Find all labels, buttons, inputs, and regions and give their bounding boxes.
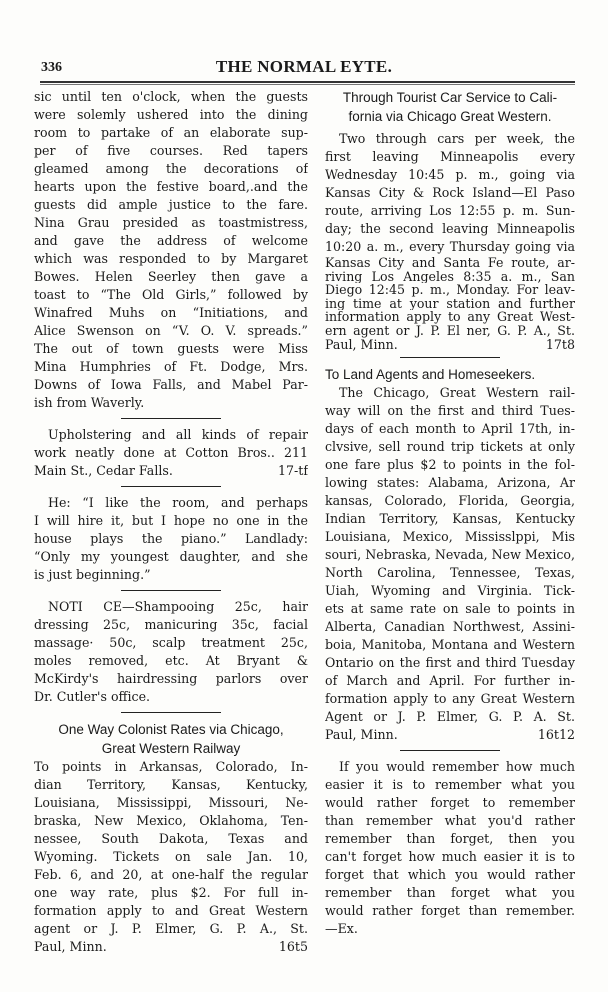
text-line: Ontario on the first and third Tuesday (325, 655, 575, 671)
landlady-joke (34, 494, 308, 584)
closing-line: Paul, Minn. (325, 337, 398, 352)
notice-ad (34, 598, 308, 706)
text-line: Diego 12:45 p. m., Monday. For leav- (325, 283, 575, 297)
text-line: dressing 25c, manicuring 35c, facial (34, 617, 308, 632)
text-line: The Chicago, Great Western rail- (339, 385, 575, 401)
text-line: Uiah, Wyoming and Virginia. Tick- (325, 583, 575, 599)
text-line: easier it is to remember what you (325, 777, 575, 793)
header-rule (40, 81, 575, 85)
text-line: sic until ten o'clock, when the guests (34, 89, 308, 104)
text-line: Winafred Muhs on “Initiations, and (34, 305, 308, 320)
text-line: toast to “The Old Girls,” followed by (34, 287, 308, 302)
text-line: would rather forget than remember. (325, 903, 575, 919)
text-line: “Only my youngest daughter, and she (34, 549, 308, 564)
text-line: Wednesday 10:45 p. m., going via (325, 167, 575, 182)
section-heading: One Way Colonist Rates via Chicago, (58, 722, 284, 737)
text-line: Upholstering and all kinds of repair (48, 427, 308, 442)
text-line: way will on the first and third Tues- (325, 403, 575, 419)
section-divider (400, 750, 500, 751)
text-line: If you would remember how much (339, 759, 575, 775)
text-line: forget that which you would rather (325, 867, 575, 883)
text-line: Bowes. Helen Seerley then gave a (34, 269, 308, 284)
page-number: 336 (41, 60, 62, 75)
text-line: formation apply to any Great Western (325, 691, 575, 707)
text-line: boia, Manitoba, Montana and Western (325, 637, 575, 653)
text-line: and gave the address of welcome (34, 233, 308, 248)
remember-poem (325, 758, 575, 938)
text-line: Mina Humphries of Ft. Dodge, Mrs. (34, 359, 308, 374)
text-line: massage· 50c, scalp treatment 25c, (34, 635, 308, 650)
text-line: formation apply to and Great Western (34, 903, 308, 918)
text-line: were solemly ushered into the dining (34, 107, 308, 122)
text-line: NOTI CE—Shampooing 25c, hair (48, 599, 308, 614)
text-line: Two through cars per week, the (339, 131, 575, 146)
text-line: 10:20 a. m., every Thursday going via (325, 239, 575, 254)
text-line: Louisiana, Mexico, Mississlppi, Mis (325, 529, 575, 545)
closing-line: Main St., Cedar Falls. (34, 463, 173, 478)
text-line: than remember what you'd rather (325, 813, 575, 829)
text-line: hearts upon the festive board,.and the (34, 179, 308, 194)
text-line: gleamed among the decorations of (34, 161, 308, 176)
text-line: Kansas City & Rock Island—El Paso (325, 185, 575, 200)
text-line: Louisiana, Mississippi, Missouri, Ne- (34, 795, 308, 810)
closing-line: Paul, Minn. (325, 727, 398, 743)
text-line: work neatly done at Cotton Bros.. 211 (34, 445, 308, 460)
text-line: day; the second leaving Minneapolis (325, 221, 575, 236)
closing-line: Paul, Minn. (34, 939, 107, 954)
text-line: room to partake of an elaborate sup- (34, 125, 308, 140)
text-line: riving Los Angeles 8:35 a. m., San (325, 269, 575, 284)
text-line: moles removed, etc. At Bryant & (34, 653, 308, 668)
text-line: I will hire it, but I hope no one in the (34, 513, 308, 528)
text-line: lowing states: Alabama, Arizona, Ar (325, 475, 575, 491)
text-line: days of each month to April 17th, in- (325, 421, 575, 437)
text-line: is just beginning.” (34, 567, 151, 582)
text-line: Indian Territory, Kansas, Kentucky (325, 511, 575, 527)
text-line: Wyoming. Tickets on sale Jan. 10, (34, 849, 308, 864)
text-line: Feb. 6, and 20, at one-half the regular (34, 867, 308, 882)
left-column (34, 88, 308, 956)
text-line: of March and April. For further in- (325, 673, 575, 689)
text-line (325, 726, 575, 744)
text-line: He: “I like the room, and perhaps (48, 495, 308, 510)
text-line: McKirdy's hairdressing parlors over (34, 671, 308, 686)
text-line: Nina Grau presided as toastmistress, (34, 215, 308, 230)
text-line: The out of town guests were Miss (34, 341, 308, 356)
text-line: agent or J. P. Elmer, G. P. A., St. (34, 921, 308, 936)
ad-code: 16t12 (537, 727, 575, 743)
attribution: —Ex. (325, 921, 358, 937)
upholstering-ad (34, 426, 308, 480)
section-divider (121, 486, 221, 487)
text-line: Dr. Cutler's office. (34, 689, 151, 704)
text-line: remember than forget what you (325, 885, 575, 901)
right-column (325, 88, 575, 938)
text-line: dian Territory, Kansas, Kentucky, (34, 777, 308, 792)
text-line: Alberta, Canadian Northwest, Assini- (325, 619, 575, 635)
text-line (34, 938, 308, 956)
text-line: ish from Waverly. (34, 395, 145, 410)
ad-code: 16t5 (278, 939, 308, 954)
text-line: route, arriving Los 12:55 p. m. Sun- (325, 203, 575, 218)
text-line: remember than forget, then you (325, 831, 575, 847)
section-divider (400, 357, 500, 358)
text-line: ern agent or J. P. El ner, G. P. A., St. (325, 323, 575, 338)
text-line: To points in Arkansas, Colorado, In- (34, 759, 308, 774)
text-line (325, 338, 575, 352)
text-line: per of five courses. Red tapers (34, 143, 308, 158)
text-line (34, 462, 308, 480)
text-line: can't forget how much easier it is to (325, 849, 575, 865)
text-line: first leaving Minneapolis every (325, 149, 575, 164)
text-line: kansas, Colorado, Florida, Georgia, (325, 493, 575, 509)
text-line: ing time at your station and further (325, 296, 575, 311)
tourist-car-ad (325, 88, 575, 351)
section-heading: Through Tourist Car Service to Cali- (342, 90, 558, 105)
land-agents-ad (325, 365, 575, 744)
text-line: souri, Nebraska, Nevada, New Mexico, (325, 547, 575, 563)
text-line: would rather forget to remember (325, 795, 575, 811)
section-divider (121, 418, 221, 419)
ad-code: 17-tf (277, 463, 308, 478)
text-line: Kansas City and Santa Fe route, ar- (325, 256, 575, 270)
colonist-rates-ad (34, 720, 308, 956)
section-heading: To Land Agents and Homeseekers. (325, 367, 536, 383)
text-line: one way rate, plus $2. For full in- (34, 885, 308, 900)
section-divider (121, 712, 221, 713)
text-line: house plays the piano.” Landlady: (34, 531, 308, 546)
text-line: Downs of Iowa Falls, and Mabel Par- (34, 377, 308, 392)
journal-title: THE NORMAL EYTE. (215, 57, 393, 76)
section-heading: Great Western Railway (101, 741, 241, 756)
text-line: North Carolina, Tennessee, Texas, (325, 565, 575, 581)
text-line: clvsive, sell round trip tickets at only (325, 439, 575, 455)
text-line: information apply to any Great West- (325, 310, 575, 324)
text-line: Alice Swenson on “V. O. V. spreads.” (34, 323, 308, 338)
party-report (34, 88, 308, 412)
section-divider (121, 590, 221, 591)
text-line: which was responded to by Margaret (34, 251, 308, 266)
ad-code: 17t8 (545, 337, 575, 352)
section-heading: fornia via Chicago Great Western. (348, 109, 552, 124)
text-line: braska, New Mexico, Oklahoma, Ten- (34, 813, 308, 828)
text-line: nessee, South Dakota, Texas and (34, 831, 308, 846)
text-line: Agent or J. P. Elmer, G. P. A. St. (325, 709, 575, 725)
text-line: ets at same rate on sale to points in (325, 601, 575, 617)
text-line: one fare plus $2 to points in the fol- (325, 457, 575, 473)
text-line: guests did ample justice to the fare. (34, 197, 308, 212)
